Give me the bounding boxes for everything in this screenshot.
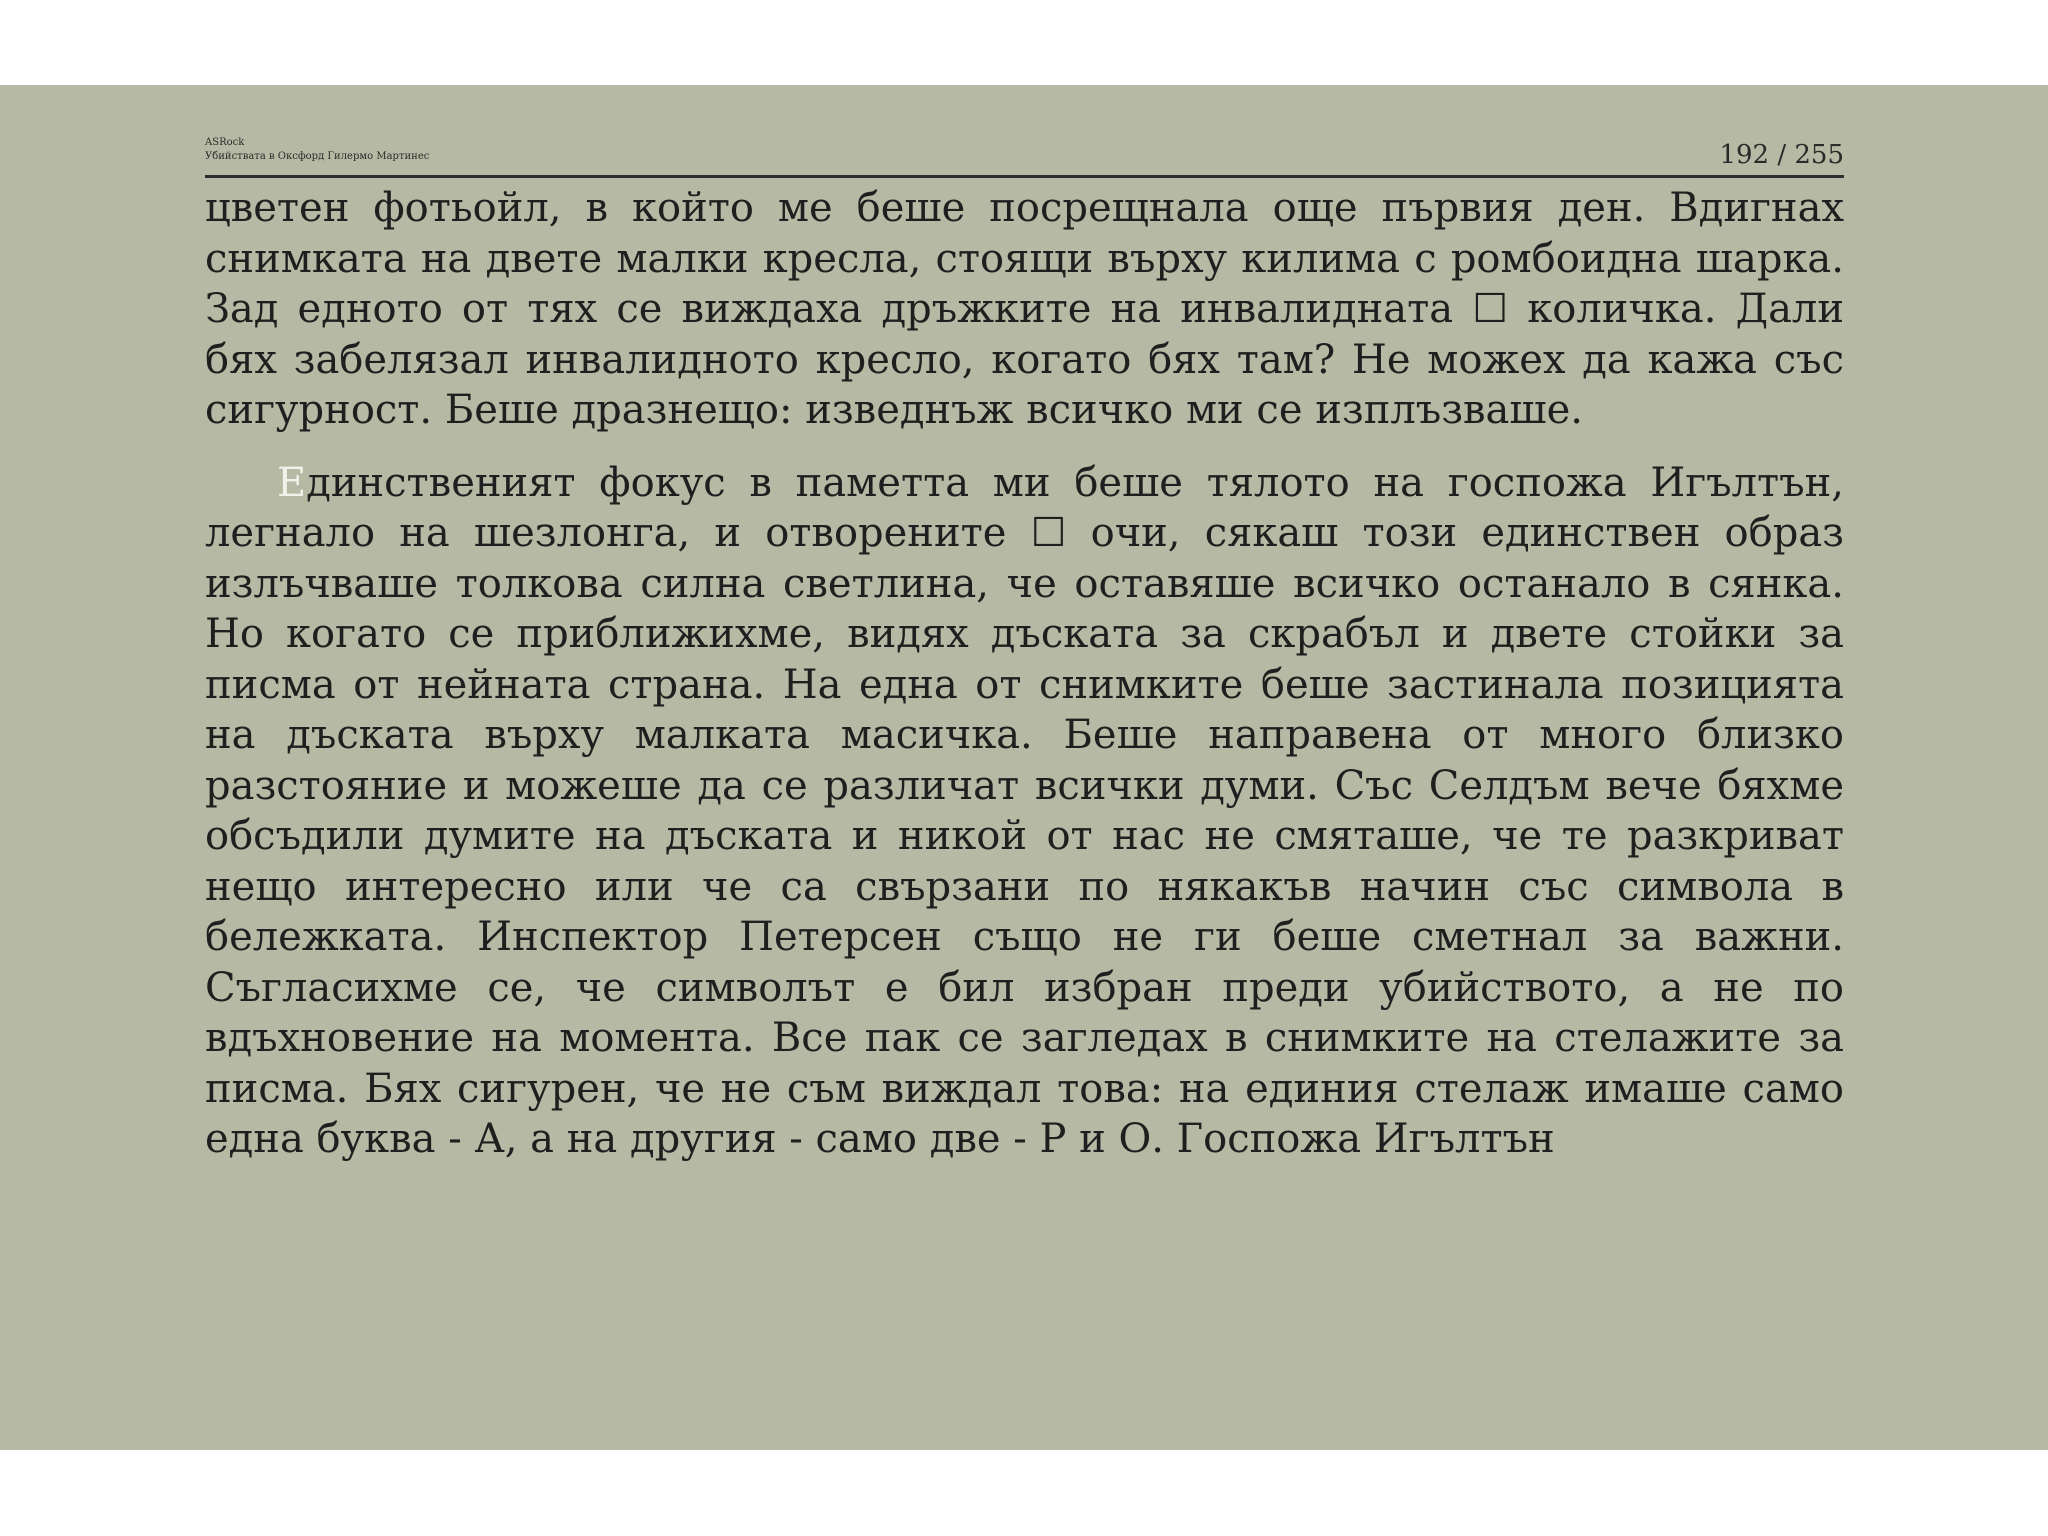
first-letter: Е — [277, 459, 307, 506]
book-text — [205, 183, 1844, 1165]
header-divider — [205, 175, 1844, 178]
book-title: Убийствата в Оксфорд Гилермо Мартинес — [205, 151, 430, 162]
paragraph: цветен фотьойл, в който ме беше посрещнала още първия ден. Вдигнах снимката на двете малки кресла, стоящи върху килима с ромбоидна шарка. Зад едното от тях се виждаха дръжките на инвалидната ☐ количка. Дали бях забелязал инвалидното кресло, когато бях там? Не можех да кажа със сигурност. Беше дразнещо: изведнъж всичко ми се изплъзваше. — [205, 185, 1844, 433]
page-counter: 192 / 255 — [1719, 140, 1844, 170]
paragraph-text: динственият фокус в паметта ми беше тялото на госпожа Игълтън, легнало на шезлонга, и отворените ☐ очи, сякаш този единствен образ излъчваше толкова силна светлина, че оставяше всичко останало в сянка. Но когато се приближихме, видях дъската за скрабъл и двете стойки за писма от нейната страна. На една от снимките беше застинала позицията на дъската върху малката масичка. Беше направена от много близко разстояние и можеше да се различат всички думи. Със Селдъм вече бяхме обсъдили думите на дъската и никой от нас не смяташе, че те разкриват нещо интересно или че са свързани по някакъв начин със символа в бележката. Инспектор Петерсен също не ги беше сметнал за важни. Съгласихме се, че символът е бил избран преди убийството, а не по вдъхновение на момента. Все пак се загледах в снимките на стелажите за писма. Бях сигурен, че не съм виждал това: на единия стелаж имаше само една буква - А, а на другия - само две - Р и О. Госпожа Игълтън — [205, 459, 1844, 1162]
device-name: ASRock — [205, 137, 245, 148]
paragraph — [205, 458, 1844, 1165]
